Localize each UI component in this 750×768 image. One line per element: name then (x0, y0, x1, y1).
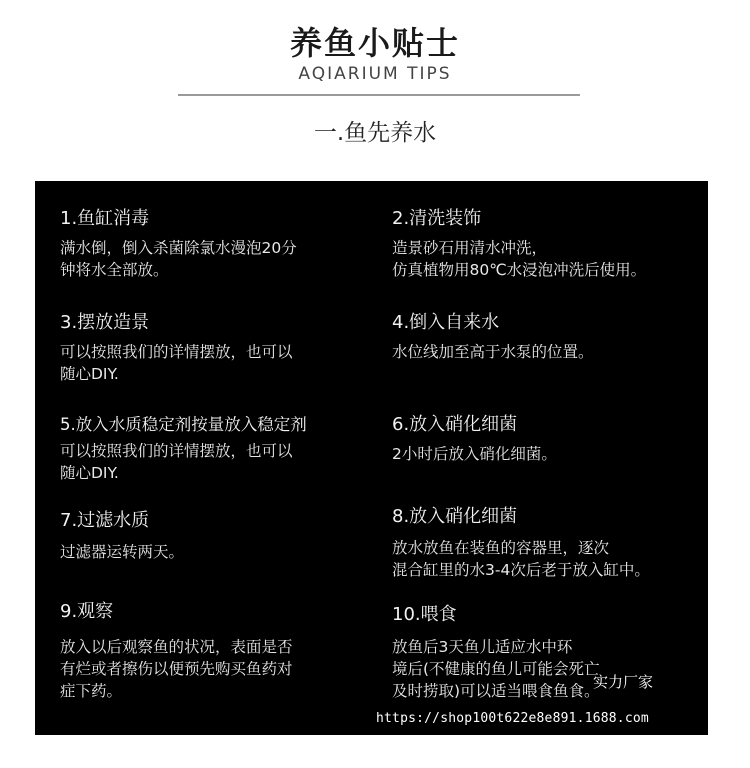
tip-body-line: 造景砂石用清水冲洗， (392, 239, 548, 257)
tip-1 (60, 207, 297, 281)
tip-body-line: 仿真植物用80℃水浸泡冲洗后使用。 (392, 261, 647, 279)
tip-body-line: 混合缸里的水3-4次后老于放入缸中。 (392, 561, 650, 579)
tip-body (392, 341, 594, 363)
tip-10 (392, 603, 600, 702)
page-title: 养鱼小贴士 (289, 24, 460, 62)
tip-body-line: 及时捞取)可以适当喂食鱼食。 (392, 682, 600, 700)
watermark-label: 实力厂家 (593, 673, 654, 691)
tip-heading: 2.清洗装饰 (392, 208, 482, 229)
tip-body-line: 放水放鱼在装鱼的容器里，逐次 (392, 539, 610, 557)
tip-body-line: 随心DIY. (60, 464, 119, 482)
tip-body-line: 症下药。 (60, 682, 123, 700)
title-divider (178, 94, 580, 96)
tip-body-line: 水位线加至高于水泵的位置。 (392, 343, 594, 361)
tip-heading: 5.放入水质稳定剂按量放入稳定剂 (60, 415, 307, 434)
tip-heading: 4.倒入自来水 (392, 312, 500, 333)
tip-body-line: 2小时后放入硝化细菌。 (392, 445, 557, 463)
tip-7 (60, 509, 184, 563)
tip-4 (392, 311, 594, 363)
tip-heading: 7.过滤水质 (60, 510, 150, 531)
tip-heading: 10.喂食 (392, 604, 457, 625)
tip-body (392, 237, 646, 281)
tip-heading: 1.鱼缸消毒 (60, 208, 150, 229)
tip-body-line: 可以按照我们的详情摆放，也可以 (60, 343, 293, 361)
tip-8 (392, 505, 650, 581)
tip-heading: 8.放入硝化细菌 (392, 506, 518, 527)
watermark-url: https://shop100t622e8e891.1688.com (376, 711, 649, 726)
tip-body-line: 有烂或者擦伤以便预先购买鱼药对 (60, 660, 293, 678)
tip-body-line: 过滤器运转两天。 (60, 543, 185, 561)
tip-heading: 6.放入硝化细菌 (392, 414, 518, 435)
tip-body-line: 放鱼后3天鱼儿适应水中环 (392, 638, 573, 656)
tip-body (392, 636, 600, 702)
section-heading: 一.鱼先养水 (313, 120, 437, 146)
page-subtitle: AQIARIUM TIPS (298, 64, 452, 84)
tip-body-line: 随心DIY. (60, 365, 119, 383)
tip-body-line: 境后(不健康的鱼儿可能会死亡 (392, 660, 600, 678)
tip-heading: 3.摆放造景 (60, 312, 150, 333)
tip-2 (392, 207, 646, 281)
tip-3 (60, 311, 293, 385)
tip-body-line: 钟将水全部放。 (60, 261, 169, 279)
tips-panel (35, 181, 708, 735)
tip-body-line: 满水倒，倒入杀菌除氯水漫泡20分 (60, 239, 297, 257)
tip-body (60, 636, 293, 702)
tip-5 (60, 413, 307, 484)
tip-body (60, 541, 184, 563)
tip-body-line: 放入以后观察鱼的状况，表面是否 (60, 638, 293, 656)
tip-9 (60, 600, 293, 702)
tip-heading: 9.观察 (60, 601, 114, 622)
tip-body (60, 341, 293, 385)
tip-body (60, 440, 307, 484)
tip-body (392, 443, 557, 465)
tip-body-line: 可以按照我们的详情摆放，也可以 (60, 442, 293, 460)
tip-body (60, 237, 297, 281)
tip-body (392, 537, 650, 581)
tip-6 (392, 413, 557, 465)
